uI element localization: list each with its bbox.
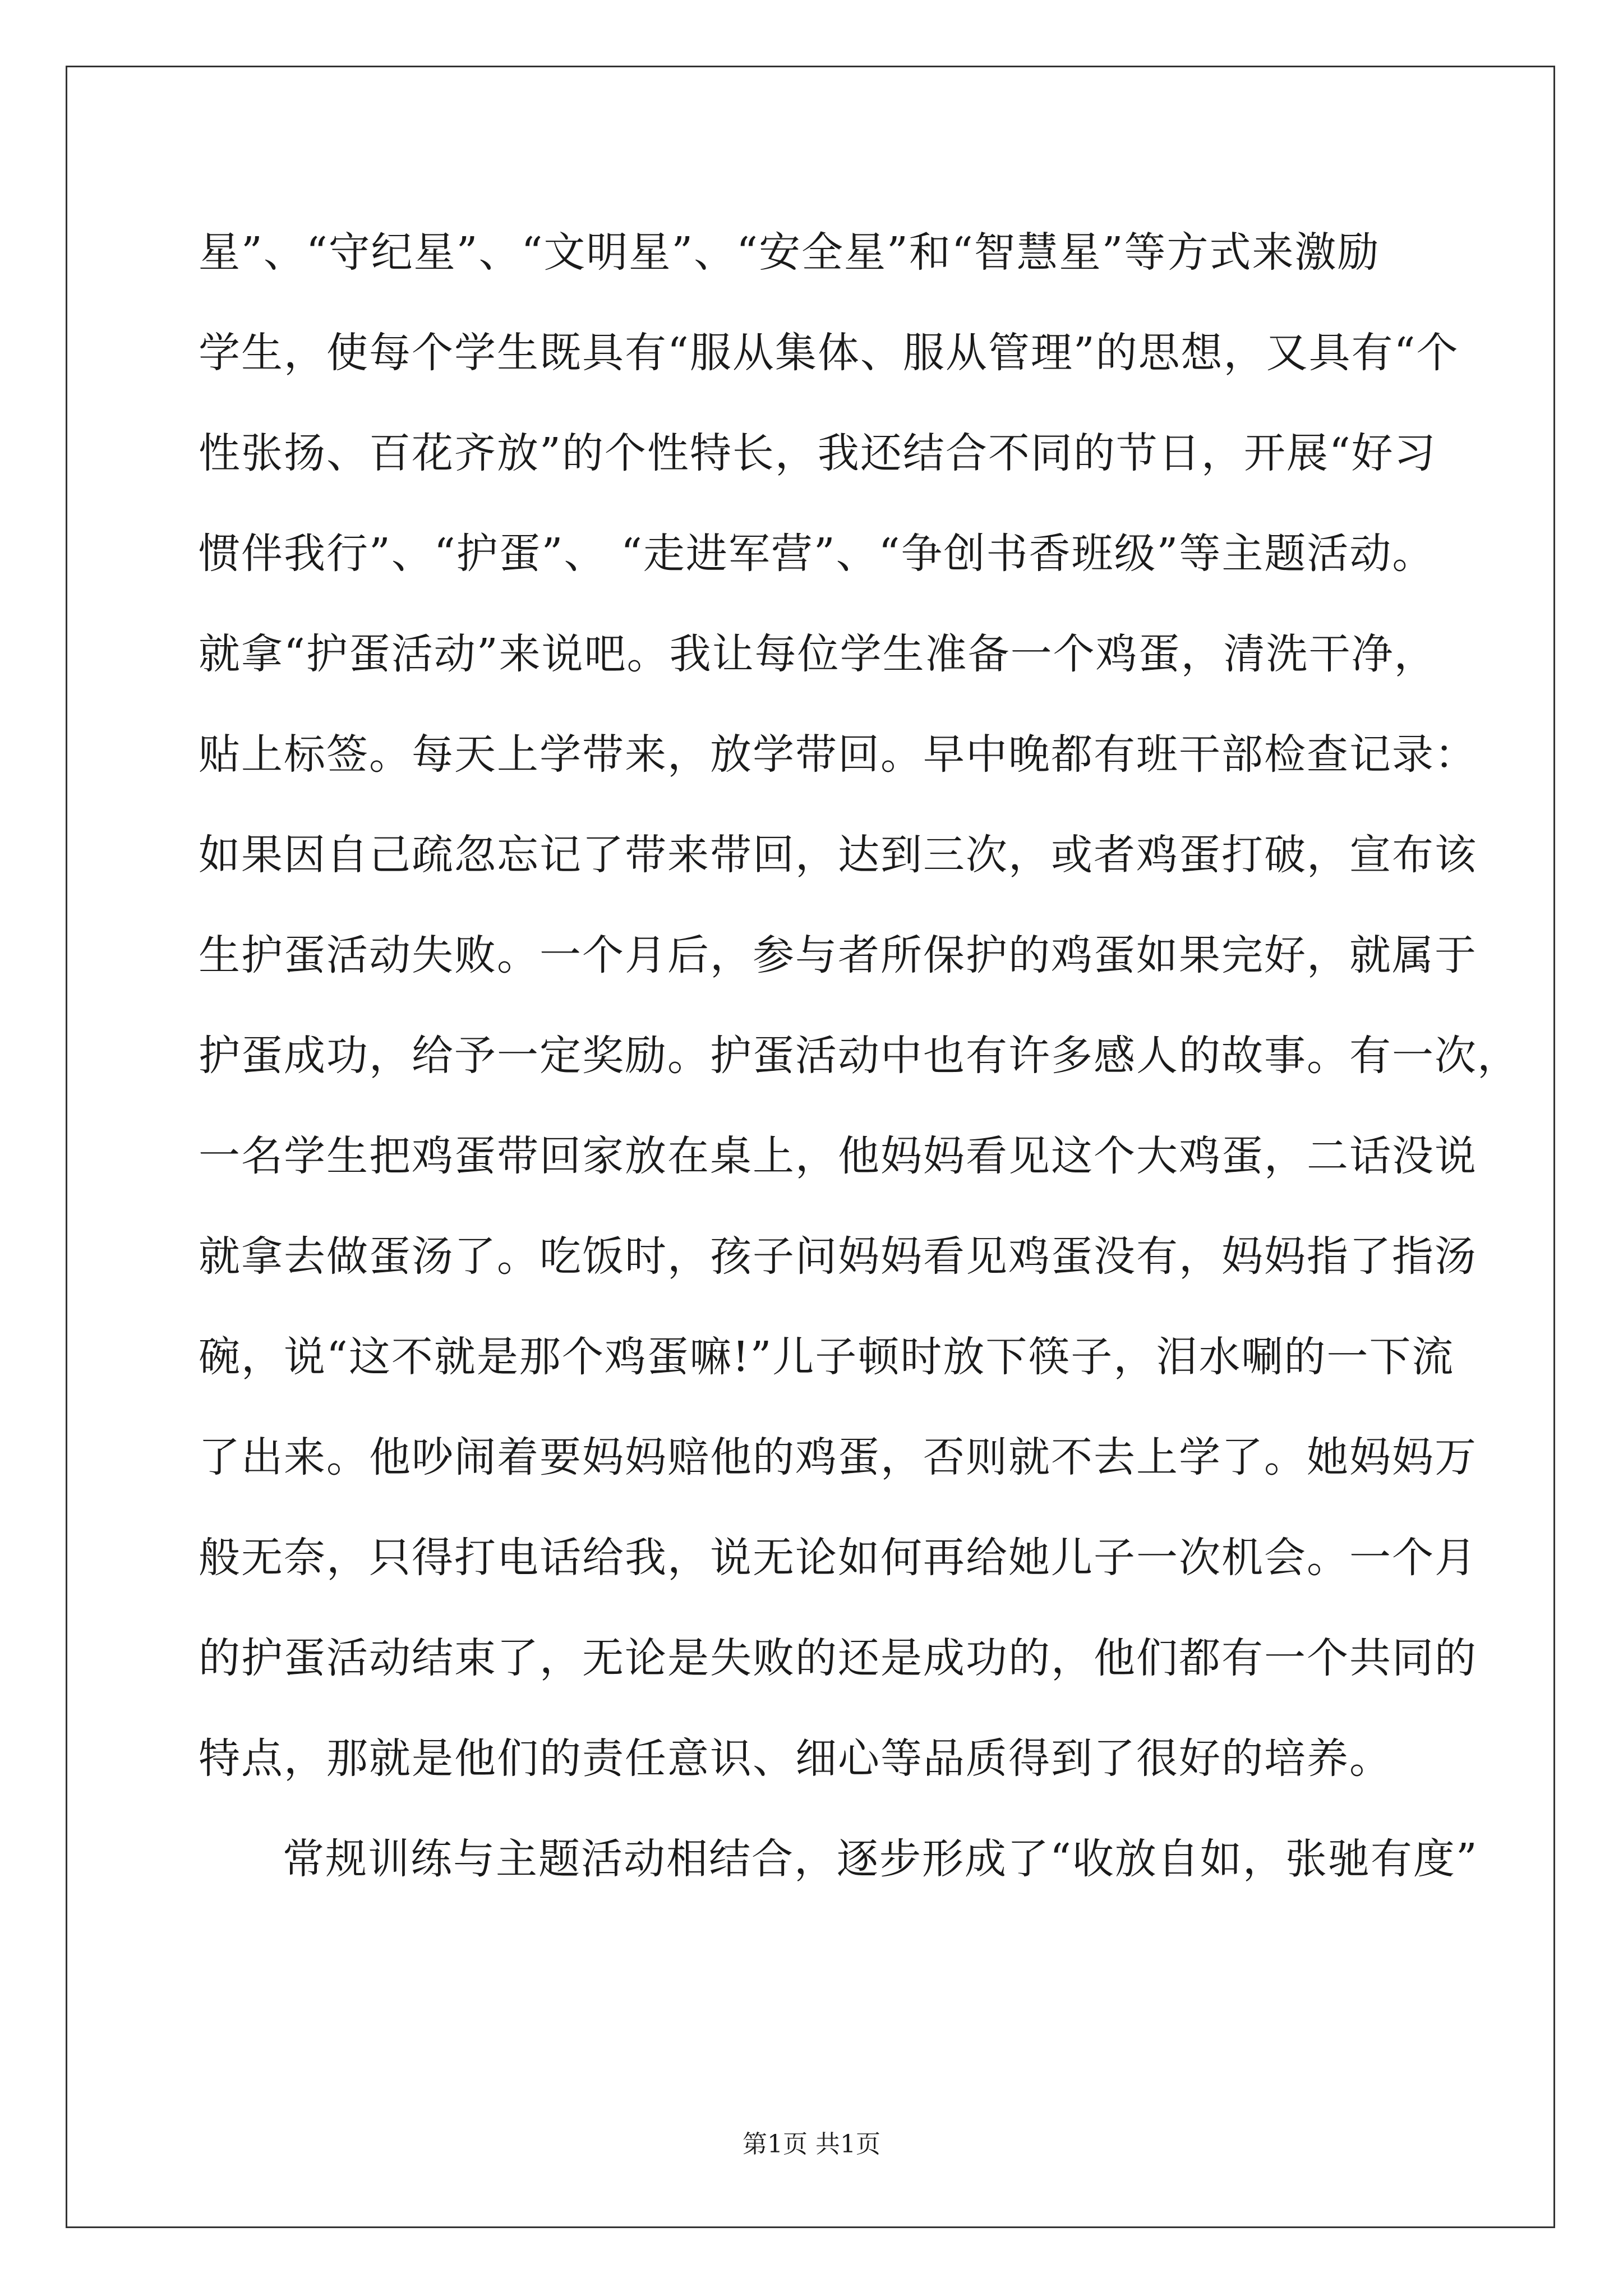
text-line: 了出来。他吵闹着要妈妈赔他的鸡蛋，否则就不去上学了。她妈妈万 bbox=[199, 1433, 1477, 1481]
text-line: 一名学生把鸡蛋带回家放在桌上，他妈妈看见这个大鸡蛋，二话没说 bbox=[199, 1132, 1477, 1180]
text-line: 就拿“护蛋活动”来说吧。我让每位学生准备一个鸡蛋，清洗干净， bbox=[199, 630, 1437, 678]
text-line: 学生，使每个学生既具有“服从集体、服从管理”的思想，又具有“个 bbox=[199, 329, 1459, 377]
text-line: 特点，那就是他们的责任意识、细心等品质得到了很好的培养。 bbox=[199, 1734, 1392, 1783]
paragraph-first-line: 常规训练与主题活动相结合，逐步形成了“收放自如，张驰有度” bbox=[283, 1835, 1478, 1883]
text-line: 星”、“守纪星”、“文明星”、“安全星”和“智慧星”等方式来激励 bbox=[199, 228, 1380, 277]
text-line: 性张扬、百花齐放”的个性特长，我还结合不同的节日，开展“好习 bbox=[199, 429, 1437, 477]
text-line: 般无奈，只得打电话给我，说无论如何再给她儿子一次机会。一个月 bbox=[199, 1534, 1477, 1582]
text-line: 护蛋成功，给予一定奖励。护蛋活动中也有许多感人的故事。有一次， bbox=[199, 1032, 1520, 1080]
text-line: 贴上标签。每天上学带来，放学带回。早中晚都有班干部检查记录： bbox=[199, 730, 1477, 779]
text-line: 如果因自己疏忽忘记了带来带回，达到三次，或者鸡蛋打破，宣布该 bbox=[199, 831, 1477, 879]
text-line: 碗，说“这不就是那个鸡蛋嘛!”儿子顿时放下筷子，泪水唰的一下流 bbox=[199, 1333, 1455, 1381]
text-line: 惯伴我行”、“护蛋”、 “走进军营”、“争创书香班级”等主题活动。 bbox=[199, 530, 1435, 578]
text-line: 的护蛋活动结束了，无论是失败的还是成功的，他们都有一个共同的 bbox=[199, 1634, 1477, 1682]
text-line: 就拿去做蛋汤了。吃饭时，孩子问妈妈看见鸡蛋没有，妈妈指了指汤 bbox=[199, 1232, 1477, 1281]
page-footer: 第1页 共1页 bbox=[743, 2130, 880, 2159]
text-line: 生护蛋活动失败。一个月后，参与者所保护的鸡蛋如果完好，就属于 bbox=[199, 931, 1477, 979]
